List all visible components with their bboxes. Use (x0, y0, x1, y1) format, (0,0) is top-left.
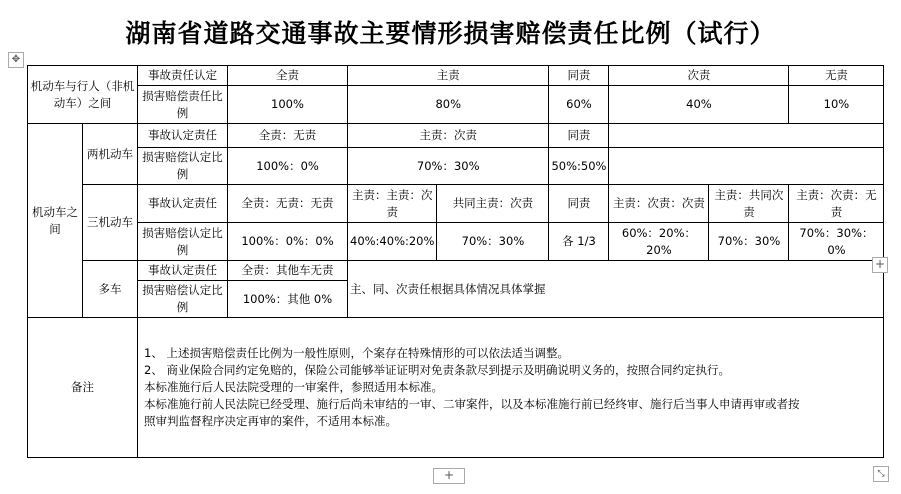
multi-vehicle-note: 主、同、次责任根据具体情况具体掌握 (348, 261, 884, 318)
cell: 主责：主责：次责 (348, 185, 437, 223)
row-label: 事故认定责任 (138, 124, 228, 148)
cell: 100%：0%：0% (228, 223, 348, 261)
remarks-label: 备注 (28, 318, 138, 458)
cell: 100% (228, 86, 348, 124)
cell: 60% (549, 86, 609, 124)
cell: 全责：其他车无责 (228, 261, 348, 281)
table-row (28, 148, 884, 185)
remarks-content (138, 318, 884, 458)
cell: 主责：共同次责 (709, 185, 789, 223)
table-resize-icon[interactable]: ⤡ (873, 466, 889, 482)
cell: 10% (789, 86, 884, 124)
table-row (28, 185, 884, 223)
remark-line: 1、 上述损害赔偿责任比例为一般性原则，个案存在特殊情形的可以依法适当调整。 (144, 346, 569, 360)
row-label: 损害赔偿认定比例 (138, 148, 228, 185)
table-row (28, 86, 884, 124)
cell: 同责 (549, 185, 609, 223)
cell: 无责 (789, 66, 884, 86)
table-row (28, 318, 884, 458)
multi-vehicle-label: 多车 (83, 261, 138, 318)
three-vehicle-label: 三机动车 (83, 185, 138, 261)
cell: 70%：30% (437, 223, 549, 261)
cell: 主责：次责：无责 (789, 185, 884, 223)
add-column-icon[interactable]: + (872, 257, 888, 273)
cell: 主责：次责：次责 (609, 185, 709, 223)
remark-line: 2、 商业保险合同约定免赔的，保险公司能够举证证明对免责条款尽到提示及明确说明义务的，按照合同约定执行。 (144, 363, 730, 377)
row-label: 事故责任认定 (138, 66, 228, 86)
cell: 全责：无责：无责 (228, 185, 348, 223)
remark-line: 本标准施行前人民法院已经受理、施行后尚未审结的一审、二审案件，以及本标准施行前已经终审、施行后当事人申请再审或者按 (144, 397, 800, 411)
liability-table (27, 65, 884, 458)
table-row (28, 66, 884, 86)
table-row (28, 124, 884, 148)
table-row (28, 223, 884, 261)
cell: 60%：20%：20% (609, 223, 709, 261)
row-label: 损害赔偿认定比例 (138, 223, 228, 261)
cell: 100%：其他 0% (228, 281, 348, 318)
cell: 主责：次责 (348, 124, 549, 148)
row-label: 事故认定责任 (138, 185, 228, 223)
cell (609, 124, 884, 148)
cell: 70%：30% (709, 223, 789, 261)
cell: 70%：30%：0% (789, 223, 884, 261)
pedestrian-group-label: 机动车与行人（非机动车）之间 (28, 66, 138, 124)
cell: 同责 (549, 66, 609, 86)
cell: 50%:50% (549, 148, 609, 185)
row-label: 损害赔偿责任比例 (138, 86, 228, 124)
add-row-icon[interactable]: + (433, 468, 465, 484)
row-label: 事故认定责任 (138, 261, 228, 281)
cell: 40%:40%:20% (348, 223, 437, 261)
motor-group-label: 机动车之间 (28, 124, 83, 318)
cell: 100%：0% (228, 148, 348, 185)
cell: 全责 (228, 66, 348, 86)
row-label: 损害赔偿认定比例 (138, 281, 228, 318)
cell: 主责 (348, 66, 549, 86)
cell: 各 1/3 (549, 223, 609, 261)
two-vehicle-label: 两机动车 (83, 124, 138, 185)
cell: 次责 (609, 66, 789, 86)
cell: 共同主责：次责 (437, 185, 549, 223)
cell: 70%：30% (348, 148, 549, 185)
cell: 80% (348, 86, 549, 124)
cell (609, 148, 884, 185)
table-move-handle-icon[interactable]: ✥ (8, 52, 24, 68)
cell: 同责 (549, 124, 609, 148)
cell: 40% (609, 86, 789, 124)
remark-line: 照审判监督程序决定再审的案件，不适用本标准。 (144, 414, 397, 428)
cell: 全责：无责 (228, 124, 348, 148)
remark-line: 本标准施行后人民法院受理的一审案件，参照适用本标准。 (144, 380, 443, 394)
table-row (28, 261, 884, 281)
document-title: 湖南省道路交通事故主要情形损害赔偿责任比例（试行） (125, 19, 776, 48)
